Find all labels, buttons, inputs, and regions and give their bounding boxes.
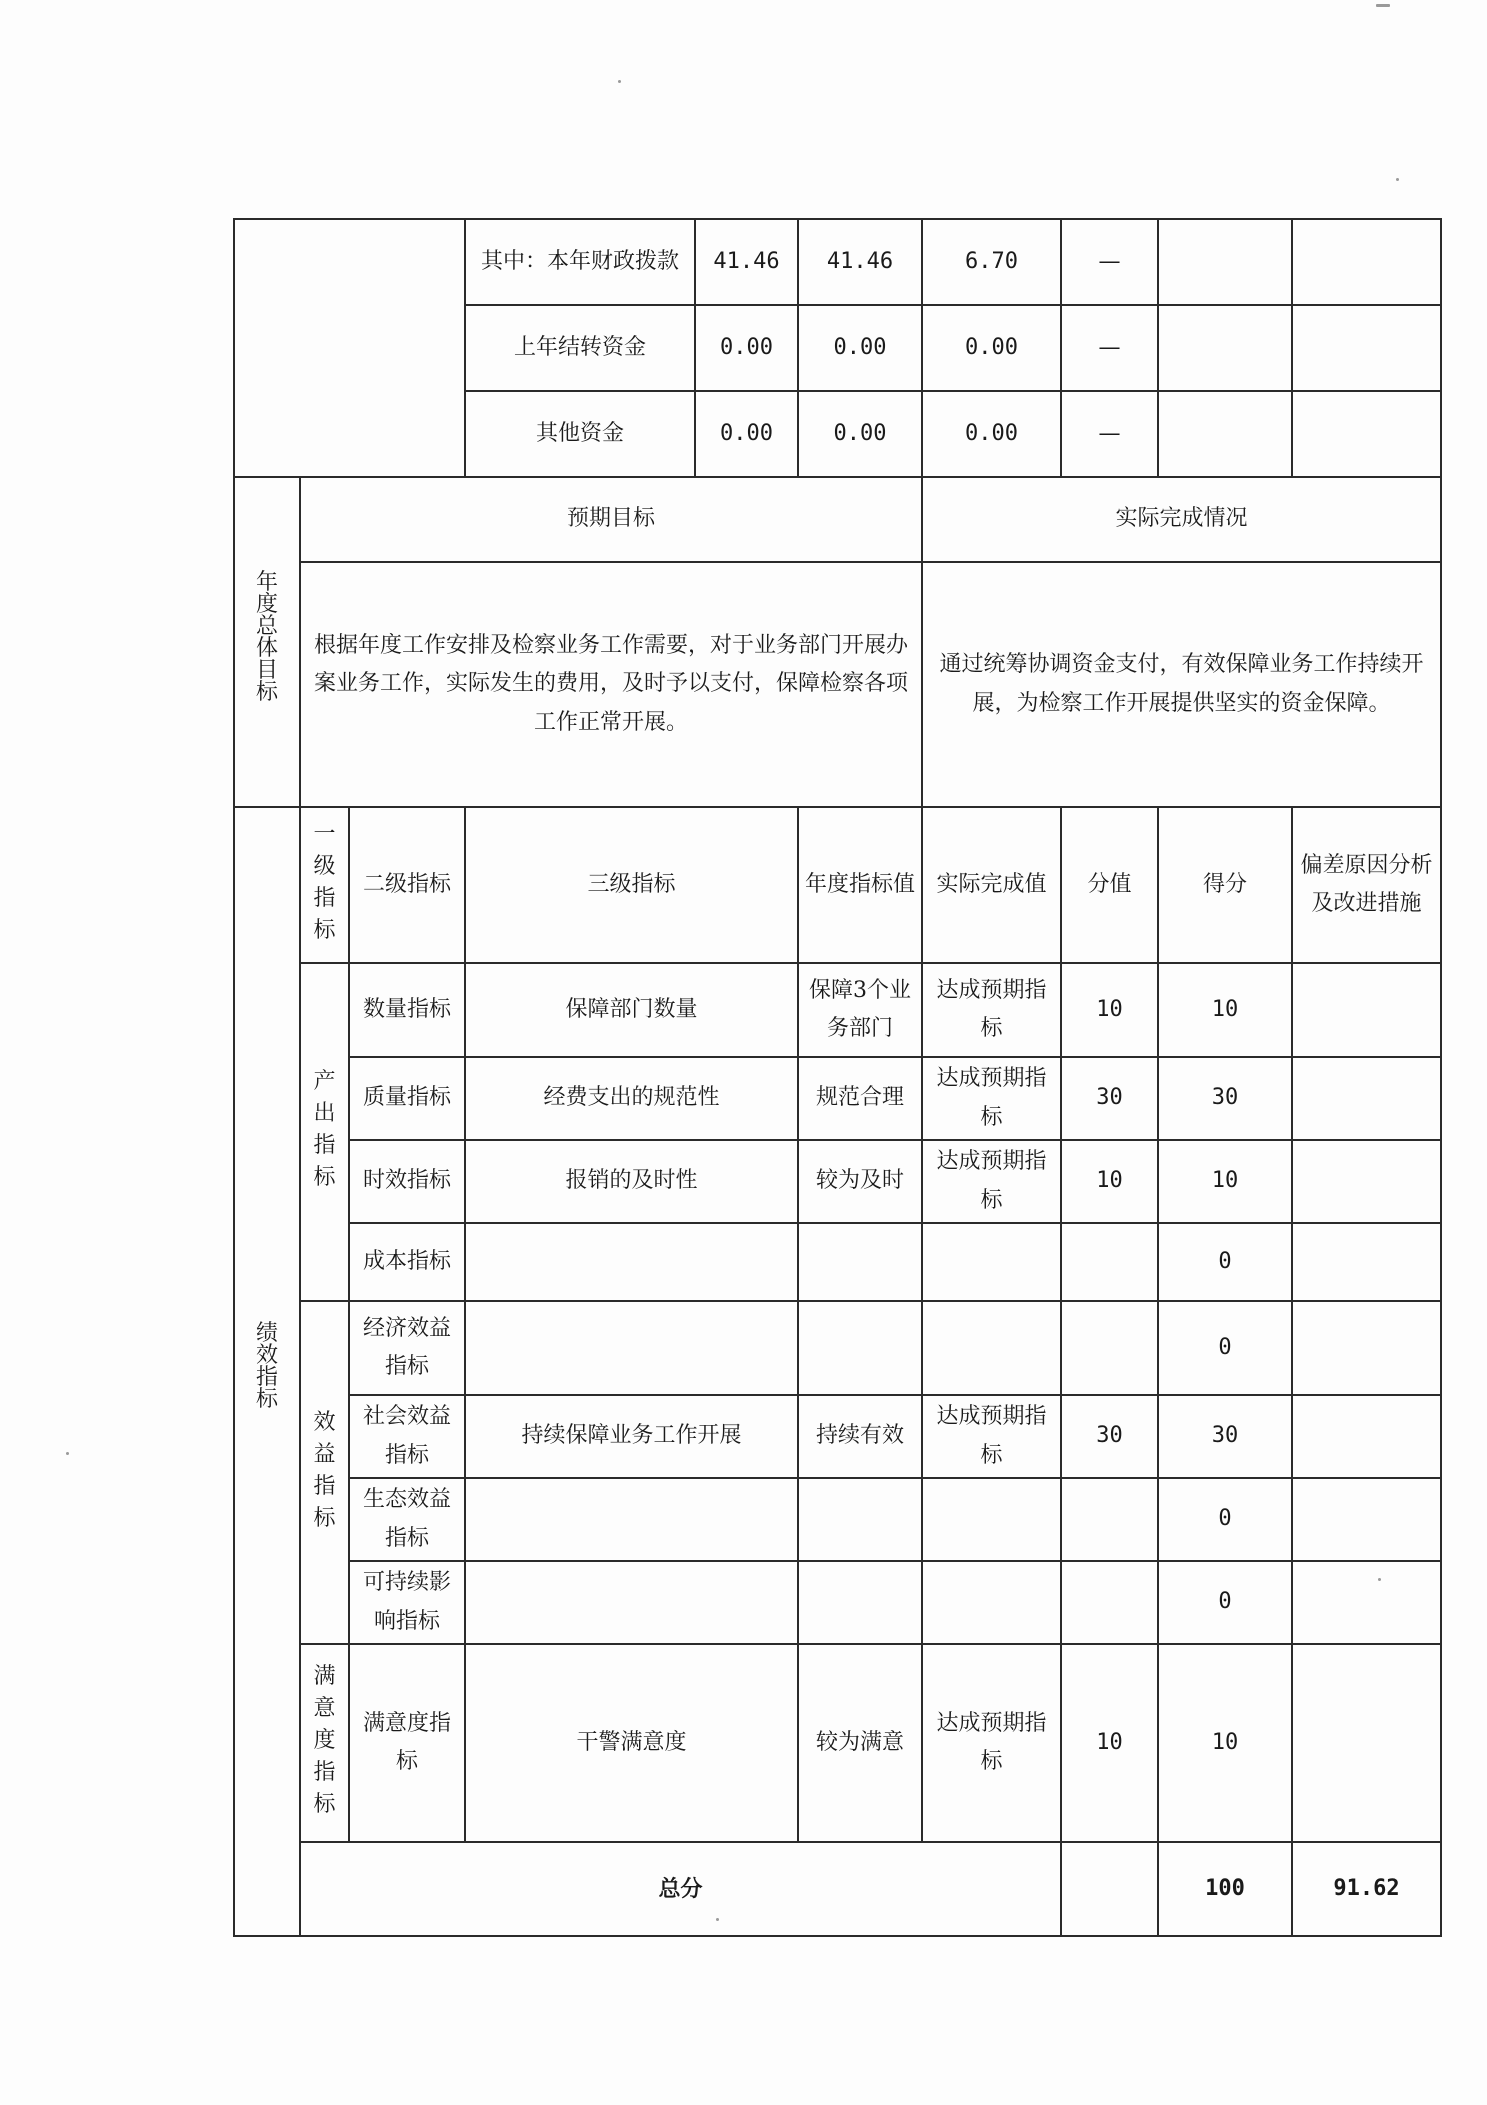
total-label: 总分 <box>300 1842 1061 1936</box>
target-cell: 规范合理 <box>798 1057 922 1140</box>
fund-value: 0.00 <box>695 391 798 477</box>
fund-value: — <box>1061 391 1158 477</box>
weight-cell: 30 <box>1061 1395 1158 1478</box>
score-cell: 30 <box>1158 1395 1292 1478</box>
fund-value: 0.00 <box>922 391 1061 477</box>
level3-cell <box>465 1301 798 1395</box>
target-cell: 较为及时 <box>798 1140 922 1223</box>
level2-cell: 质量指标 <box>349 1057 465 1140</box>
header-score: 得分 <box>1158 807 1292 963</box>
fund-empty-cell <box>1292 391 1441 477</box>
level2-cell: 经济效益指标 <box>349 1301 465 1395</box>
fund-value: 6.70 <box>922 219 1061 305</box>
score-cell: 0 <box>1158 1561 1292 1644</box>
actual-cell: 达成预期指标 <box>922 1057 1061 1140</box>
goals-header-row <box>234 477 1441 562</box>
target-cell: 较为满意 <box>798 1644 922 1842</box>
fund-empty-cell <box>1158 391 1292 477</box>
actual-cell <box>922 1561 1061 1644</box>
total-weight: 100 <box>1158 1842 1292 1936</box>
header-level3: 三级指标 <box>465 807 798 963</box>
deviation-cell <box>1292 1301 1441 1395</box>
deviation-cell <box>1292 1395 1441 1478</box>
level3-cell: 经费支出的规范性 <box>465 1057 798 1140</box>
group-satisfaction-label: 满意度指标 <box>300 1644 349 1842</box>
indicator-row <box>234 1301 1441 1395</box>
actual-goal-header: 实际完成情况 <box>922 477 1441 562</box>
fund-value: 0.00 <box>798 305 922 391</box>
level2-cell: 可持续影响指标 <box>349 1561 465 1644</box>
group-output-label: 产出指标 <box>300 963 349 1301</box>
deviation-cell <box>1292 1140 1441 1223</box>
target-cell: 持续有效 <box>798 1395 922 1478</box>
score-cell: 30 <box>1158 1057 1292 1140</box>
indicator-header-row <box>234 807 1441 963</box>
goals-section-label: 年度总体目标 <box>234 477 300 807</box>
fund-value: 41.46 <box>798 219 922 305</box>
level2-cell: 时效指标 <box>349 1140 465 1223</box>
level3-cell: 保障部门数量 <box>465 963 798 1057</box>
header-deviation: 偏差原因分析及改进措施 <box>1292 807 1441 963</box>
level2-cell: 数量指标 <box>349 963 465 1057</box>
goals-content-row <box>234 562 1441 807</box>
target-cell: 保障3个业务部门 <box>798 963 922 1057</box>
indicator-row <box>234 1223 1441 1301</box>
scan-speck <box>66 1452 69 1455</box>
score-cell: 10 <box>1158 1644 1292 1842</box>
deviation-cell <box>1292 1057 1441 1140</box>
level3-cell <box>465 1223 798 1301</box>
expected-goal-text: 根据年度工作安排及检察业务工作需要，对于业务部门开展办案业务工作，实际发生的费用，及时予以支付，保障检察各项工作正常开展。 <box>300 562 922 807</box>
weight-cell: 10 <box>1061 963 1158 1057</box>
level2-cell: 满意度指标 <box>349 1644 465 1842</box>
indicator-row <box>234 1140 1441 1223</box>
level2-cell: 社会效益指标 <box>349 1395 465 1478</box>
deviation-cell <box>1292 963 1441 1057</box>
header-level1: 一级指标 <box>300 807 349 963</box>
weight-cell <box>1061 1478 1158 1561</box>
score-cell: 0 <box>1158 1478 1292 1561</box>
fund-label: 其他资金 <box>465 391 695 477</box>
actual-cell <box>922 1478 1061 1561</box>
level2-cell: 生态效益指标 <box>349 1478 465 1561</box>
actual-goal-text: 通过统筹协调资金支付，有效保障业务工作持续开展，为检察工作开展提供坚实的资金保障。 <box>922 562 1441 807</box>
level3-cell: 干警满意度 <box>465 1644 798 1842</box>
actual-cell <box>922 1223 1061 1301</box>
fund-value: 0.00 <box>695 305 798 391</box>
score-cell: 10 <box>1158 963 1292 1057</box>
fund-value: — <box>1061 219 1158 305</box>
header-level2: 二级指标 <box>349 807 465 963</box>
level3-cell: 报销的及时性 <box>465 1140 798 1223</box>
score-cell: 0 <box>1158 1301 1292 1395</box>
expected-goal-header: 预期目标 <box>300 477 922 562</box>
fund-label: 上年结转资金 <box>465 305 695 391</box>
target-cell <box>798 1478 922 1561</box>
header-weight: 分值 <box>1061 807 1158 963</box>
fund-blank-cell <box>234 219 465 477</box>
weight-cell <box>1061 1561 1158 1644</box>
scan-speck <box>1376 4 1390 7</box>
indicator-row <box>234 1644 1441 1842</box>
score-cell: 10 <box>1158 1140 1292 1223</box>
indicator-row <box>234 963 1441 1057</box>
fund-empty-cell <box>1158 219 1292 305</box>
fund-value: 0.00 <box>922 305 1061 391</box>
deviation-cell <box>1292 1644 1441 1842</box>
fund-empty-cell <box>1292 305 1441 391</box>
level3-cell <box>465 1478 798 1561</box>
weight-cell: 10 <box>1061 1140 1158 1223</box>
target-cell <box>798 1301 922 1395</box>
deviation-cell <box>1292 1478 1441 1561</box>
deviation-cell <box>1292 1223 1441 1301</box>
level2-cell: 成本指标 <box>349 1223 465 1301</box>
fund-empty-cell <box>1292 219 1441 305</box>
indicator-row <box>234 1395 1441 1478</box>
target-cell <box>798 1561 922 1644</box>
total-empty-cell <box>1061 1842 1158 1936</box>
total-row <box>234 1842 1441 1936</box>
fund-label: 其中：本年财政拨款 <box>465 219 695 305</box>
fund-value: 0.00 <box>798 391 922 477</box>
group-benefit-label: 效益指标 <box>300 1301 349 1644</box>
scan-speck <box>618 80 621 83</box>
weight-cell <box>1061 1223 1158 1301</box>
actual-cell <box>922 1301 1061 1395</box>
actual-cell: 达成预期指标 <box>922 963 1061 1057</box>
fund-row-fiscal <box>234 219 1441 305</box>
weight-cell: 10 <box>1061 1644 1158 1842</box>
indicator-row <box>234 1561 1441 1644</box>
target-cell <box>798 1223 922 1301</box>
actual-cell: 达成预期指标 <box>922 1395 1061 1478</box>
actual-cell: 达成预期指标 <box>922 1140 1061 1223</box>
fund-value: — <box>1061 305 1158 391</box>
indicator-row <box>234 1478 1441 1561</box>
level3-cell: 持续保障业务工作开展 <box>465 1395 798 1478</box>
performance-table <box>233 218 1442 1937</box>
indicators-section-label: 绩效指标 <box>234 807 300 1936</box>
scan-speck <box>1396 178 1399 181</box>
fund-empty-cell <box>1158 305 1292 391</box>
weight-cell <box>1061 1301 1158 1395</box>
header-target: 年度指标值 <box>798 807 922 963</box>
weight-cell: 30 <box>1061 1057 1158 1140</box>
actual-cell: 达成预期指标 <box>922 1644 1061 1842</box>
indicator-row <box>234 1057 1441 1140</box>
header-actual: 实际完成值 <box>922 807 1061 963</box>
deviation-cell <box>1292 1561 1441 1644</box>
total-score: 91.62 <box>1292 1842 1441 1936</box>
fund-value: 41.46 <box>695 219 798 305</box>
score-cell: 0 <box>1158 1223 1292 1301</box>
level3-cell <box>465 1561 798 1644</box>
